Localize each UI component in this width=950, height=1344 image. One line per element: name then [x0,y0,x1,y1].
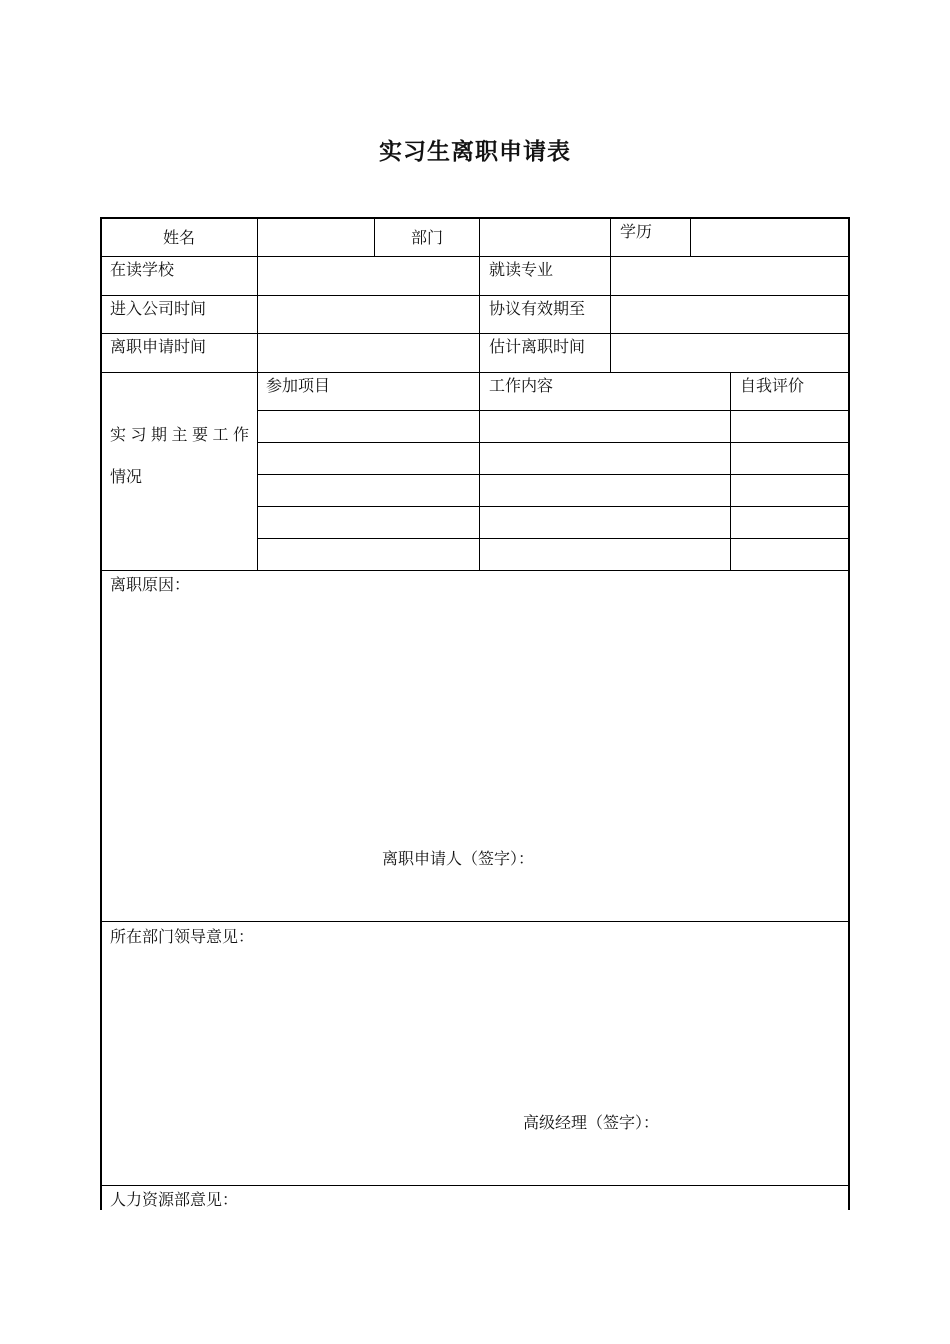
work-row-cell[interactable] [258,411,479,442]
education-label: 学历 [620,222,653,241]
work-section-label-line2: 情况 [110,467,143,486]
column-header-content: 工作内容 [489,376,554,395]
join-date-label: 进入公司时间 [110,299,207,318]
leave-reason-label: 离职原因： [110,575,191,594]
row-divider [100,921,850,922]
col-divider [479,256,480,372]
form-title: 实习生离职申请表 [379,138,571,165]
agreement-until-field[interactable] [611,296,848,333]
work-row-cell[interactable] [480,507,730,538]
work-row-cell[interactable] [480,475,730,506]
expected-leave-label: 估计离职时间 [489,337,586,356]
hr-opinion-label: 人力资源部意见： [110,1190,239,1209]
expected-leave-field[interactable] [611,334,848,372]
work-row-cell[interactable] [731,443,848,474]
work-row-cell[interactable] [731,539,848,570]
row-divider [100,1185,850,1186]
applicant-signature-label: 离职申请人（签字）： [382,849,535,868]
dept-opinion-area[interactable] [102,950,848,1100]
row-divider [100,372,850,373]
manager-signature-label: 高级经理（签字）： [523,1113,660,1132]
work-row-cell[interactable] [258,539,479,570]
major-label: 就读专业 [489,260,554,279]
department-field[interactable] [480,218,610,256]
name-label: 姓名 [162,228,195,247]
work-row-cell[interactable] [480,539,730,570]
row-divider [100,570,850,571]
join-date-field[interactable] [258,296,479,333]
school-field[interactable] [258,257,479,295]
work-section-label-line1: 实习期主要工作 [110,425,254,444]
dept-opinion-label: 所在部门领导意见： [110,927,255,946]
leave-reason-area[interactable] [102,598,848,838]
school-label: 在读学校 [110,260,175,279]
work-row-cell[interactable] [258,475,479,506]
column-header-self-eval: 自我评价 [740,376,805,395]
education-field[interactable] [691,218,848,256]
work-section-label [110,424,255,488]
work-row-cell[interactable] [731,411,848,442]
col-divider [610,217,611,256]
name-field[interactable] [258,218,374,256]
work-row-cell[interactable] [258,507,479,538]
work-row-cell[interactable] [731,507,848,538]
agreement-until-label: 协议有效期至 [489,299,586,318]
work-row-cell[interactable] [480,443,730,474]
apply-date-label: 离职申请时间 [110,337,207,356]
work-row-cell[interactable] [480,411,730,442]
work-row-cell[interactable] [258,443,479,474]
table-border-right [848,217,850,1210]
apply-date-field[interactable] [258,334,479,372]
column-header-project: 参加项目 [266,376,331,395]
major-field[interactable] [611,257,848,295]
department-label: 部门 [410,228,443,247]
work-row-cell[interactable] [731,475,848,506]
